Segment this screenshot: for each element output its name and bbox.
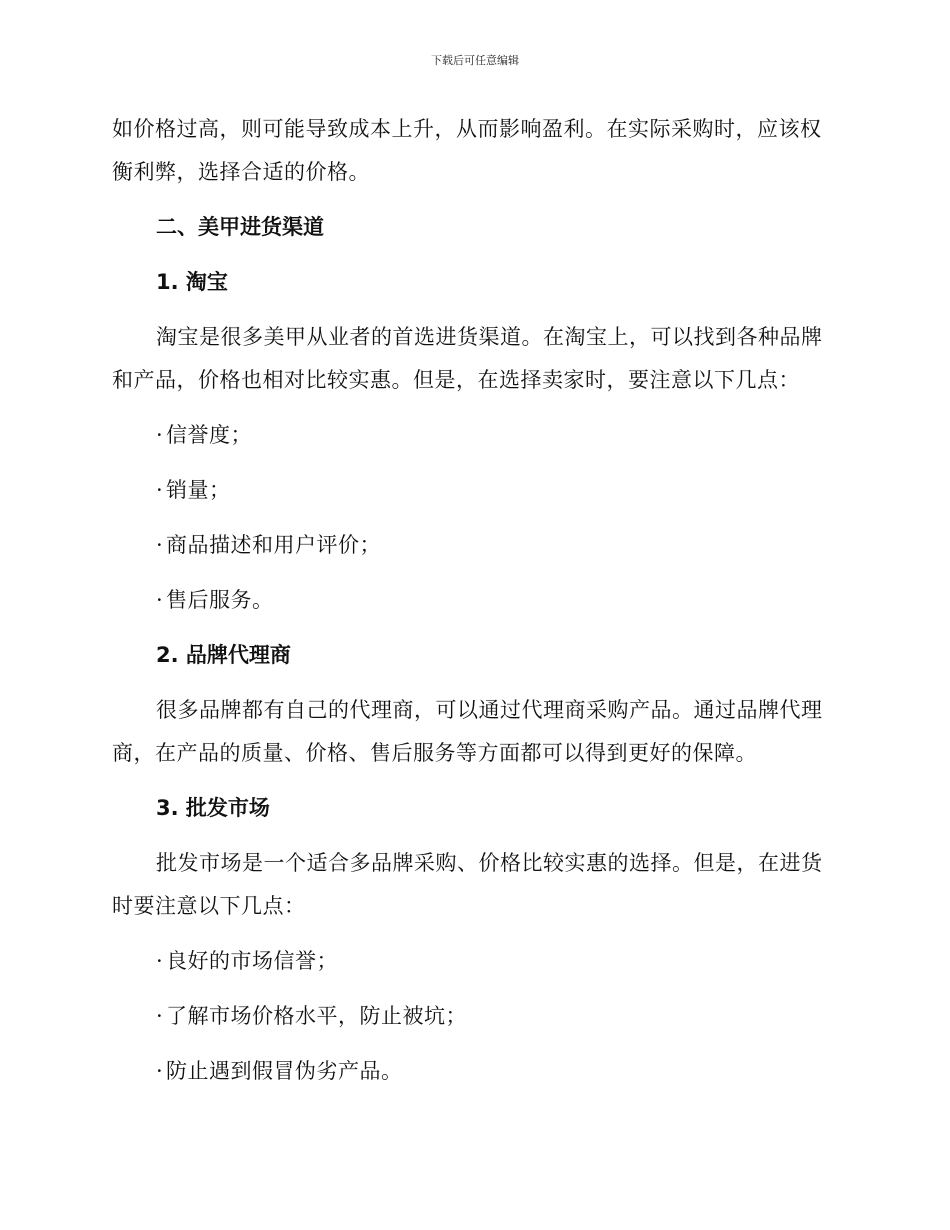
subheading-brand-agent: 2. 品牌代理商 <box>156 643 291 667</box>
bullet-icon: · <box>156 478 164 502</box>
wholesale-market-paragraph: 批发市场是一个适合多品牌采购、价格比较实惠的选择。但是，在进货时要注意以下几点： <box>112 851 823 918</box>
list-item-text: 信誉度； <box>166 423 252 447</box>
list-item-text: 销量； <box>166 478 231 502</box>
bullet-icon: · <box>156 423 164 447</box>
bullet-icon: · <box>156 1059 164 1083</box>
list-item <box>156 1050 832 1093</box>
bullet-icon: · <box>156 949 164 973</box>
list-item <box>156 414 832 457</box>
list-item <box>156 940 832 983</box>
bullet-icon: · <box>156 588 164 612</box>
taobao-paragraph: 淘宝是很多美甲从业者的首选进货渠道。在淘宝上，可以找到各种品牌和产品，价格也相对比较实惠。但是，在选择卖家时，要注意以下几点： <box>112 325 823 392</box>
page-header: 下载后可任意编辑 <box>431 54 519 67</box>
list-item <box>156 524 832 567</box>
list-item-text: 防止遇到假冒伪劣产品。 <box>166 1059 403 1083</box>
document-body <box>112 108 832 1105</box>
bullet-icon: · <box>156 533 164 557</box>
section-heading: 二、美甲进货渠道 <box>156 215 324 239</box>
subheading-taobao: 1. 淘宝 <box>156 270 228 294</box>
list-item <box>156 579 832 622</box>
list-item-text: 良好的市场信誉； <box>166 949 338 973</box>
list-item-text: 售后服务。 <box>166 588 274 612</box>
intro-paragraph: 如价格过高，则可能导致成本上升，从而影响盈利。在实际采购时，应该权衡利弊，选择合适的价格。 <box>112 117 822 184</box>
subheading-wholesale-market: 3. 批发市场 <box>156 796 270 820</box>
list-item-text: 商品描述和用户评价； <box>166 533 381 557</box>
bullet-icon: · <box>156 1004 164 1028</box>
brand-agent-paragraph: 很多品牌都有自己的代理商，可以通过代理商采购产品。通过品牌代理商，在产品的质量、价格、售后服务等方面都可以得到更好的保障。 <box>112 698 823 765</box>
list-item <box>156 469 832 512</box>
list-item <box>156 995 832 1038</box>
list-item-text: 了解市场价格水平，防止被坑； <box>166 1004 467 1028</box>
